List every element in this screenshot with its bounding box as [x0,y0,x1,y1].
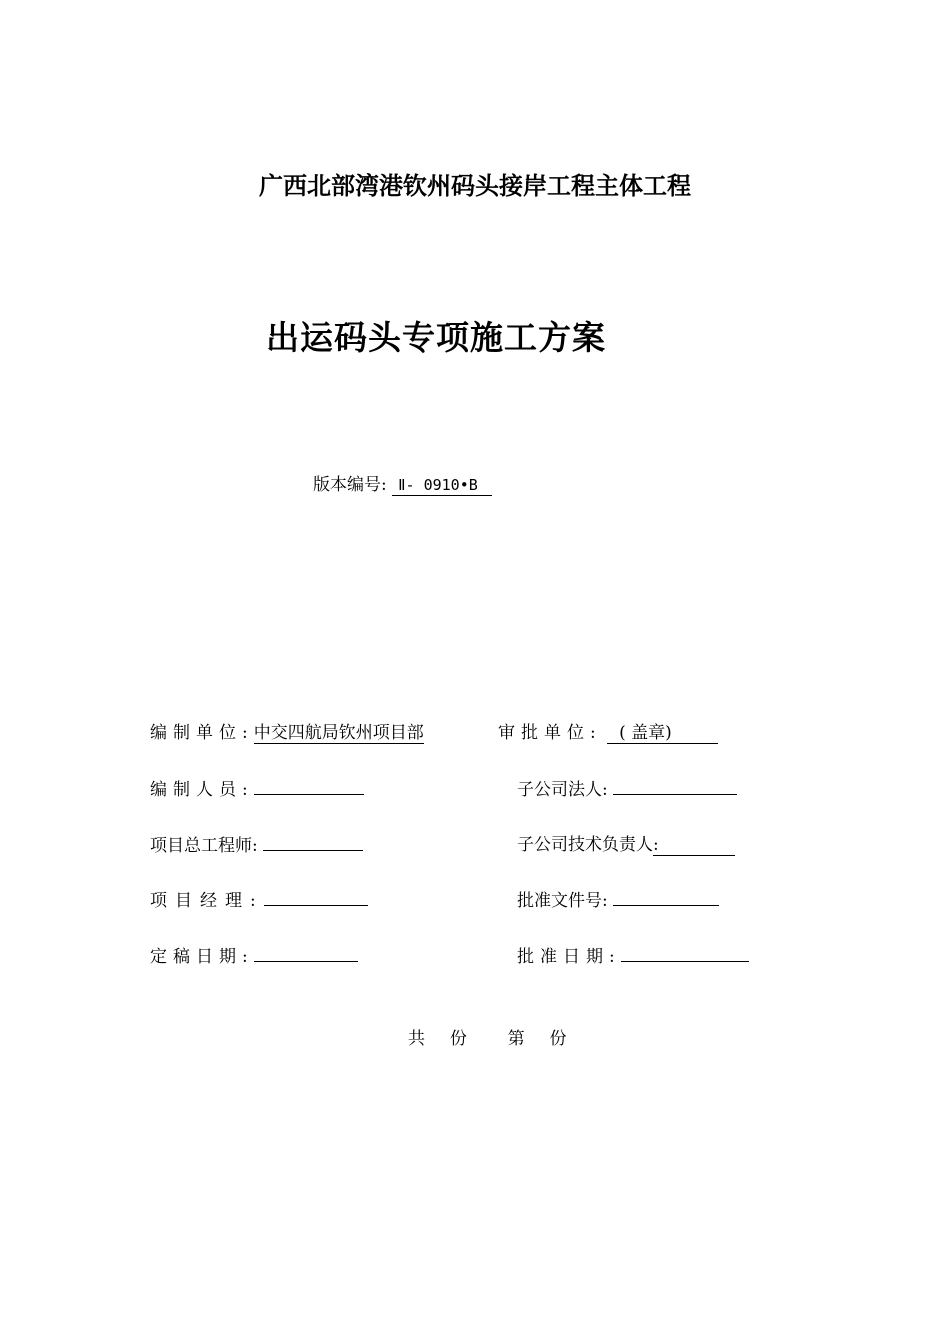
tech-head-blank[interactable]: : [653,836,735,856]
legal-person-label: 子公司法人: [517,780,608,800]
compile-unit-field [150,721,424,745]
approve-unit-value: ( 盖章) [607,724,718,744]
approve-unit-field [498,721,718,745]
approve-unit-label: 审批单位: [498,723,602,743]
version-value: Ⅱ- 0910•B [392,476,492,496]
approval-date-field [517,944,749,969]
final-date-label: 定稿日期: [150,947,254,967]
chief-engineer-label: 项目总工程师: [150,836,258,856]
approval-doc-no-field [517,888,719,913]
chief-engineer-field [150,833,363,858]
final-date-field [150,944,358,969]
compiler-blank[interactable] [254,777,364,795]
copies-line [408,1024,566,1049]
version-label: 版本编号: [313,475,387,495]
document-title: 出运码头专项施工方案 [266,318,606,357]
tech-head-field [517,833,735,857]
approval-doc-no-label: 批准文件号: [517,891,608,911]
approval-doc-no-blank[interactable] [613,888,719,906]
project-manager-label: 项目经理: [150,891,264,911]
compile-unit-label: 编制单位: [150,723,254,743]
compile-unit-value: 中交四航局钦州项目部 [253,723,424,743]
copy-unit-label: 份 [549,1029,567,1049]
legal-person-blank[interactable] [613,777,737,795]
copy-no-label: 第 [507,1029,525,1049]
version-number [313,470,492,496]
legal-person-field [517,777,737,802]
tech-head-label: 子公司技术负责人 [517,835,653,855]
project-title: 广西北部湾港钦州码头接岸工程主体工程 [259,171,691,200]
project-manager-field [150,888,368,913]
approval-date-blank[interactable] [621,944,749,962]
final-date-blank[interactable] [254,944,358,962]
compiler-label: 编制人员: [150,780,254,800]
copies-total-label: 共 [408,1029,425,1049]
compiler-field [150,777,364,802]
copies-unit-label: 份 [449,1029,467,1049]
project-manager-blank[interactable] [264,888,368,906]
chief-engineer-blank[interactable] [263,833,363,851]
approval-date-label: 批准日期: [517,947,621,967]
